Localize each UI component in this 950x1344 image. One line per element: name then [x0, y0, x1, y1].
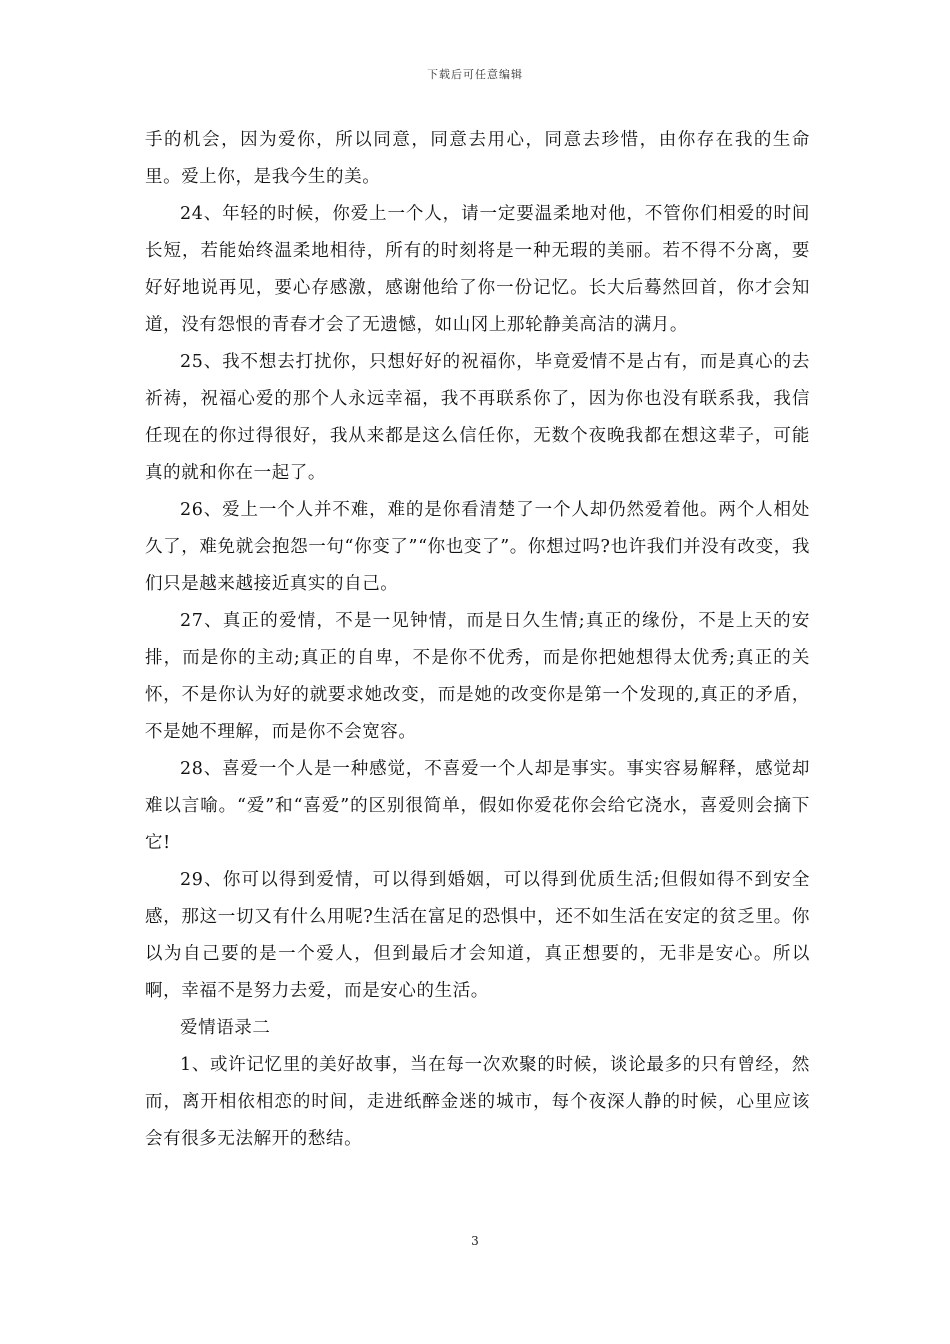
page-number: 3 [471, 1234, 479, 1248]
paragraph-27: 27、真正的爱情，不是一见钟情，而是日久生情;真正的缘份，不是上天的安排，而是你的主动;真正的自卑，不是你不优秀，而是你把她想得太优秀;真正的关怀，不是你认为好的就要求她改变，而是她的改变你是第一个发现的,真正的矛盾，不是她不理解，而是你不会宽容。 [145, 611, 810, 742]
page-header: 下载后可任意编辑 [427, 68, 523, 81]
paragraph-25: 25、我不想去打扰你，只想好好的祝福你，毕竟爱情不是占有，而是真心的去祈祷，祝福心爱的那个人永远幸福，我不再联系你了，因为你也没有联系我，我信任现在的你过得很好，我从来都是这么信任你，无数个夜晚我都在想这辈子，可能真的就和你在一起了。 [145, 352, 810, 483]
paragraph-28: 28、喜爱一个人是一种感觉，不喜爱一个人却是事实。事实容易解释，感觉却难以言喻。“爱”和“喜爱”的区别很简单，假如你爱花你会给它浇水，喜爱则会摘下它! [145, 759, 810, 853]
body-text [145, 122, 810, 1158]
paragraph-1: 1、或许记忆里的美好故事，当在每一次欢聚的时候，谈论最多的只有曾经，然而，离开相依相恋的时间，走进纸醉金迷的城市，每个夜深人静的时候，心里应该会有很多无法解开的愁结。 [145, 1055, 810, 1149]
paragraph-26: 26、爱上一个人并不难，难的是你看清楚了一个人却仍然爱着他。两个人相处久了，难免就会抱怨一句“你变了”“你也变了”。你想过吗?也许我们并没有改变，我们只是越来越接近真实的自己。 [145, 500, 810, 594]
section-heading: 爱情语录二 [180, 1018, 271, 1038]
paragraph-29: 29、你可以得到爱情，可以得到婚姻，可以得到优质生活;但假如得不到安全感，那这一切又有什么用呢?生活在富足的恐惧中，还不如生活在安定的贫乏里。你以为自己要的是一个爱人，但到最后才会知道，真正想要的，无非是安心。所以啊，幸福不是努力去爱，而是安心的生活。 [145, 870, 810, 1001]
paragraph-continuation: 手的机会，因为爱你，所以同意，同意去用心，同意去珍惜，由你存在我的生命里。爱上你，是我今生的美。 [145, 130, 810, 187]
paragraph-24: 24、年轻的时候，你爱上一个人，请一定要温柔地对他，不管你们相爱的时间长短，若能始终温柔地相待，所有的时刻将是一种无瑕的美丽。若不得不分离，要好好地说再见，要心存感激，感谢他给了你一份记忆。长大后蓦然回首，你才会知道，没有怨恨的青春才会了无遗憾，如山冈上那轮静美高洁的满月。 [145, 204, 810, 335]
